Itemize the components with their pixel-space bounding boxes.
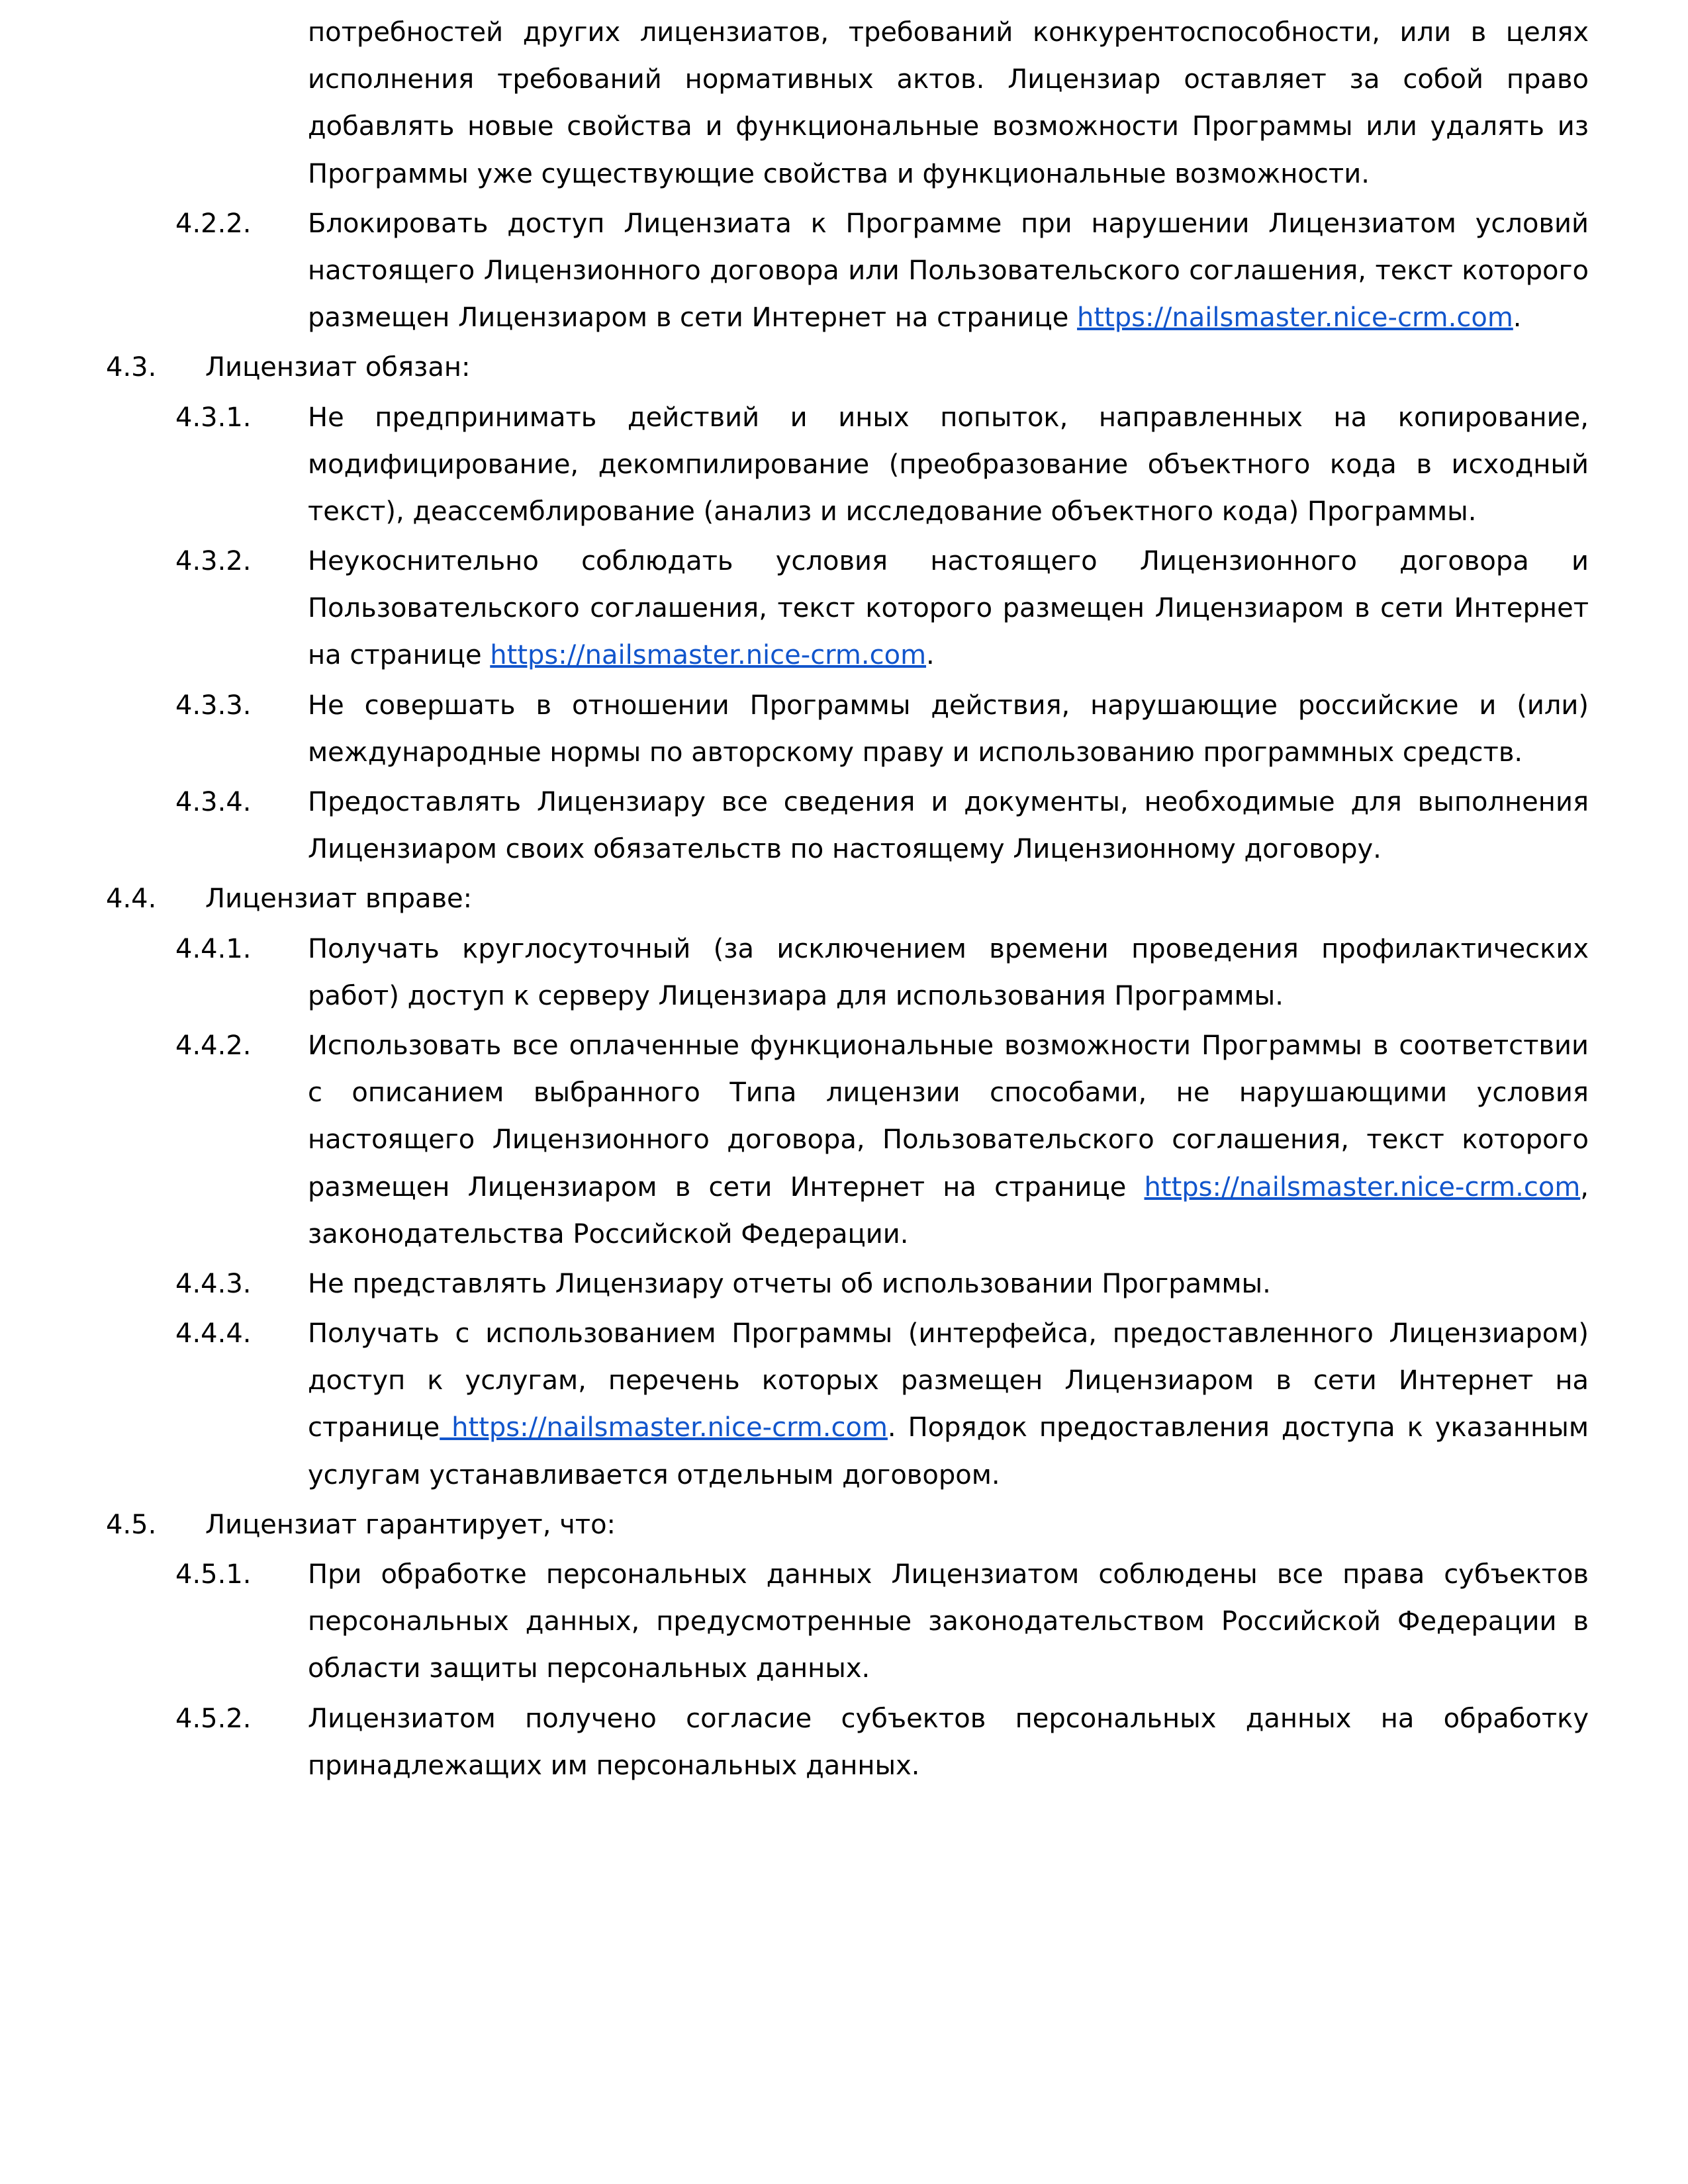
clause-body <box>308 682 1589 776</box>
clause-4-4-2 <box>93 1023 1589 1258</box>
clause-4-2-2 <box>93 201 1589 342</box>
clause-body <box>308 1696 1589 1790</box>
external-link[interactable]: https://nailsmaster.nice-crm.com <box>440 1412 888 1443</box>
clause-text: Не совершать в отношении Программы действия, нарушающие российские и (или) международные нормы по авторскому праву и использованию программных средств. <box>308 690 1589 768</box>
clause-body <box>308 1261 1589 1308</box>
document-body <box>93 9 1589 1790</box>
clause-body <box>308 1023 1589 1258</box>
external-link[interactable]: https://nailsmaster.nice-crm.com <box>1077 302 1513 334</box>
clause-number: 4.3.2. <box>175 546 252 577</box>
clause-body <box>308 926 1589 1020</box>
clause-text: . <box>1513 302 1522 334</box>
clause-4-3-4 <box>93 779 1589 873</box>
clause-number: 4.5.1. <box>175 1559 252 1590</box>
clause-text: Лицензиат обязан: <box>205 352 471 383</box>
clause-body <box>308 538 1589 680</box>
external-link[interactable]: https://nailsmaster.nice-crm.com <box>1144 1171 1581 1203</box>
clause-number: 4.3.1. <box>175 402 252 433</box>
clause-text: Лицензиат гарантирует, что: <box>205 1509 616 1540</box>
clause-number: 4.3. <box>106 352 157 383</box>
clause-text: Блокировать доступ Лицензиата к Программе при нарушении Лицензиатом условий настоящего Лицензионного договора или Пользовательского соглашения, текст которого размещен Лицензиаром в сети Интернет на странице <box>308 208 1589 334</box>
clause-text: . Порядок предоставления доступа к указанным услугам устанавливается отдельным договором. <box>308 1412 1589 1490</box>
clause-text: При обработке персональных данных Лицензиатом соблюдены все права субъектов персональных данных, предусмотренные законодательством Российской Федерации в области защиты персональных данных. <box>308 1559 1589 1684</box>
clause-body <box>308 394 1589 536</box>
clause-number: 4.4.3. <box>175 1268 252 1299</box>
clause-4-3 <box>93 344 1589 391</box>
clause-body <box>308 779 1589 873</box>
clause-4-4-3 <box>93 1261 1589 1308</box>
clause-number: 4.4.2. <box>175 1030 252 1061</box>
clause-number: 4.3.3. <box>175 690 252 721</box>
clause-number: 4.2.2. <box>175 208 252 239</box>
clause-text: Предоставлять Лицензиару все сведения и документы, необходимые для выполнения Лицензиаром своих обязательств по настоящему Лицензионному договору. <box>308 787 1589 865</box>
clause-text: Лицензиатом получено согласие субъектов персональных данных на обработку принадлежащих им персональных данных. <box>308 1703 1589 1781</box>
clause-4-4-4 <box>93 1310 1589 1499</box>
clause-4-3-2 <box>93 538 1589 680</box>
clause-4-5 <box>93 1502 1589 1549</box>
clause-text: Получать круглосуточный (за исключением времени проведения профилактических работ) доступ к серверу Лицензиара для использования Программы. <box>308 933 1589 1011</box>
clause-4-4-1 <box>93 926 1589 1020</box>
clause-number: 4.4. <box>106 884 157 915</box>
clause-body <box>308 1310 1589 1499</box>
clause-text: Получать с использованием Программы (интерфейса, предоставленного Лицензиаром) доступ к услугам, перечень которых размещен Лицензиаром в сети Интернет на странице <box>308 1318 1589 1443</box>
paragraph-continuation <box>93 9 1589 198</box>
clause-body <box>308 1551 1589 1693</box>
clause-body <box>205 344 1589 391</box>
clause-number: 4.4.1. <box>175 933 252 964</box>
clause-text: Неукоснительно соблюдать условия настоящего Лицензионного договора и Пользовательского соглашения, текст которого размещен Лицензиаром в сети Интернет на странице <box>308 546 1589 671</box>
clause-text: , законодательства Российской Федерации. <box>308 1171 1589 1250</box>
clause-4-5-2 <box>93 1696 1589 1790</box>
clause-text: Лицензиат вправе: <box>205 884 473 915</box>
clause-text: Использовать все оплаченные функциональные возможности Программы в соответствии с описанием выбранного Типа лицензии способами, не нарушающими условия настоящего Лицензионного договора, Пользовательского соглашения, текст которого размещен Лицензиаром в сети Интернет на странице <box>308 1030 1589 1203</box>
clause-text: Не представлять Лицензиару отчеты об использовании Программы. <box>308 1268 1271 1299</box>
clause-4-3-3 <box>93 682 1589 776</box>
clause-body <box>205 876 1589 923</box>
clause-number: 4.4.4. <box>175 1318 252 1349</box>
clause-number: 4.3.4. <box>175 787 252 817</box>
clause-text: потребностей других лицензиатов, требований конкурентоспособности, или в целях исполнения требований нормативных актов. Лицензиар оставляет за собой право добавлять новые свойства и функциональные возможности Программы или удалять из Программы уже существующие свойства и функциональные возможности. <box>308 17 1589 189</box>
clause-4-5-1 <box>93 1551 1589 1693</box>
clause-number: 4.5.2. <box>175 1703 252 1734</box>
clause-number: 4.5. <box>106 1509 157 1540</box>
clause-text: Не предпринимать действий и иных попыток, направленных на копирование, модифицирование, декомпилирование (преобразование объектного кода в исходный текст), деассемблирование (анализ и исследование объектного кода) Программы. <box>308 402 1589 527</box>
clause-4-3-1 <box>93 394 1589 536</box>
clause-body <box>205 1502 1589 1549</box>
clause-text: . <box>926 640 935 671</box>
external-link[interactable]: https://nailsmaster.nice-crm.com <box>490 640 927 671</box>
clause-body <box>308 201 1589 342</box>
clause-4-4 <box>93 876 1589 923</box>
